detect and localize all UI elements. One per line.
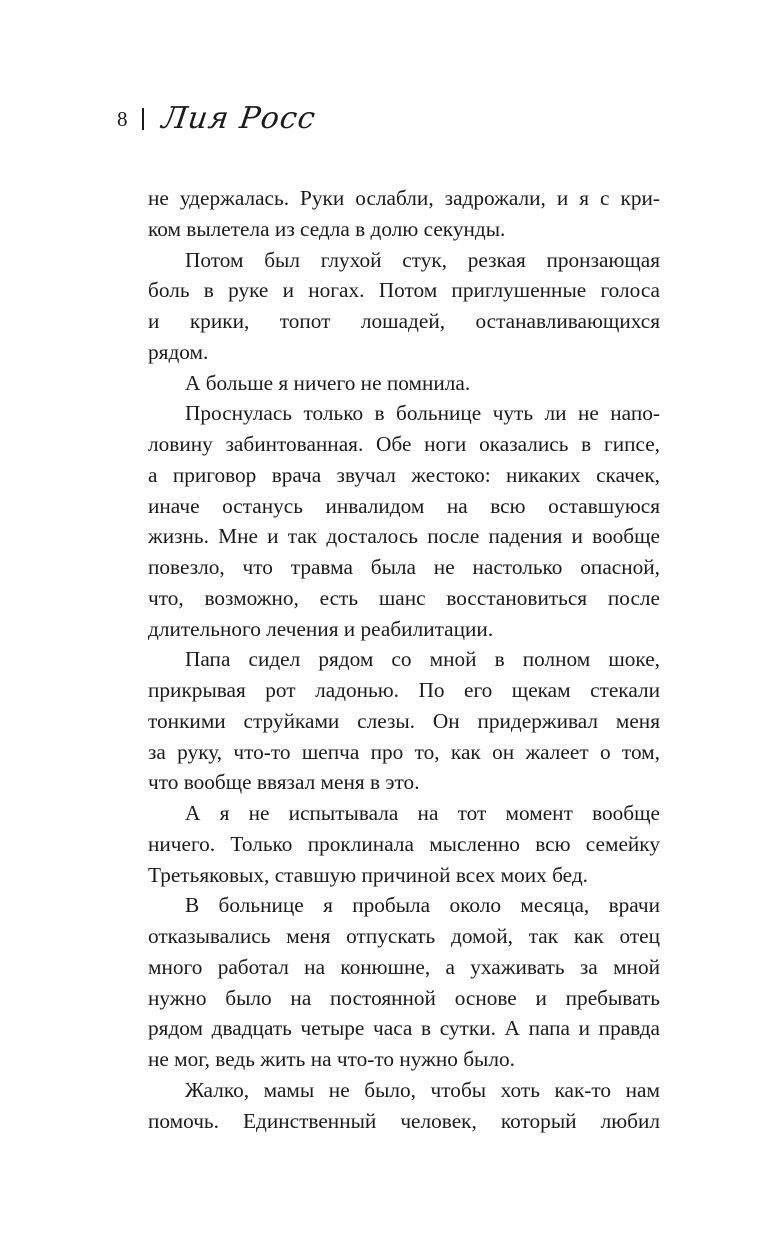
text-line: ком вылетела из седла в долю секунды. (148, 216, 506, 241)
author-name: Лия Росс (159, 101, 318, 136)
text-line: повезло, что травма была не настолько опасной, (148, 555, 660, 579)
text-line: не мог, ведь жить на что-то нужно было. (148, 1047, 515, 1071)
text-line: В больнице я пробыла около месяца, врачи (185, 893, 660, 918)
page-number: 8 (117, 106, 128, 131)
text-line: помочь. Единственный человек, который любил (148, 1108, 660, 1133)
text-line: жизнь. Мне и так досталось после падения и вообще (148, 524, 660, 549)
text-line: рядом двадцать четыре часа в сутки. А папа и правда (148, 1016, 660, 1041)
text-line: нужно было на постоянной основе и пребывать (148, 985, 660, 1010)
text-line: Третьяковых, ставшую причиной всех моих бед. (148, 862, 588, 887)
text-line: ничего. Только проклинала мысленно всю семейку (148, 831, 660, 856)
body-text (148, 183, 660, 1136)
text-line: отказывались меня отпускать домой, так как отец (148, 924, 660, 948)
text-line: не удержалась. Руки ослабли, задрожали, и я с кри- (148, 186, 660, 210)
text-line: А я не испытывала на тот момент вообще (185, 801, 660, 825)
text-line: что вообще ввязал меня в это. (148, 770, 420, 795)
text-line: Потом был глухой стук, резкая пронзающая (185, 247, 660, 272)
text-line: прикрывая рот ладонью. По его щекам стекали (148, 678, 660, 702)
text-line: Папа сидел рядом со мной в полном шоке, (185, 647, 660, 672)
text-line: тонкими струйками слезы. Он придерживал меня (148, 708, 660, 733)
text-line: боль в руке и ногах. Потом приглушенные голоса (148, 278, 660, 303)
text-line: ловину забинтованная. Обе ноги оказались в гипсе, (148, 432, 660, 456)
text-line: и крики, топот лошадей, останавливающихся (148, 309, 660, 333)
text-line: за руку, что-то шепча про то, как он жалеет о том, (148, 739, 660, 764)
text-line: Жалко, мамы не было, чтобы хоть как-то нам (185, 1077, 660, 1102)
text-line: много работал на конюшне, а ухаживать за мной (148, 954, 660, 979)
text-line: Проснулась только в больнице чуть ли не напо- (185, 401, 660, 426)
running-header (117, 96, 318, 142)
text-line: иначе останусь инвалидом на всю оставшуюся (148, 493, 660, 518)
text-line: А больше я ничего не помнила. (185, 370, 471, 395)
text-line: что, возможно, есть шанс восстановиться после (148, 585, 660, 610)
text-line: длительного лечения и реабилитации. (148, 616, 494, 641)
text-line: рядом. (148, 339, 209, 364)
text-line: а приговор врача звучал жестоко: никаких скачек, (148, 462, 660, 487)
header-separator (142, 108, 144, 130)
